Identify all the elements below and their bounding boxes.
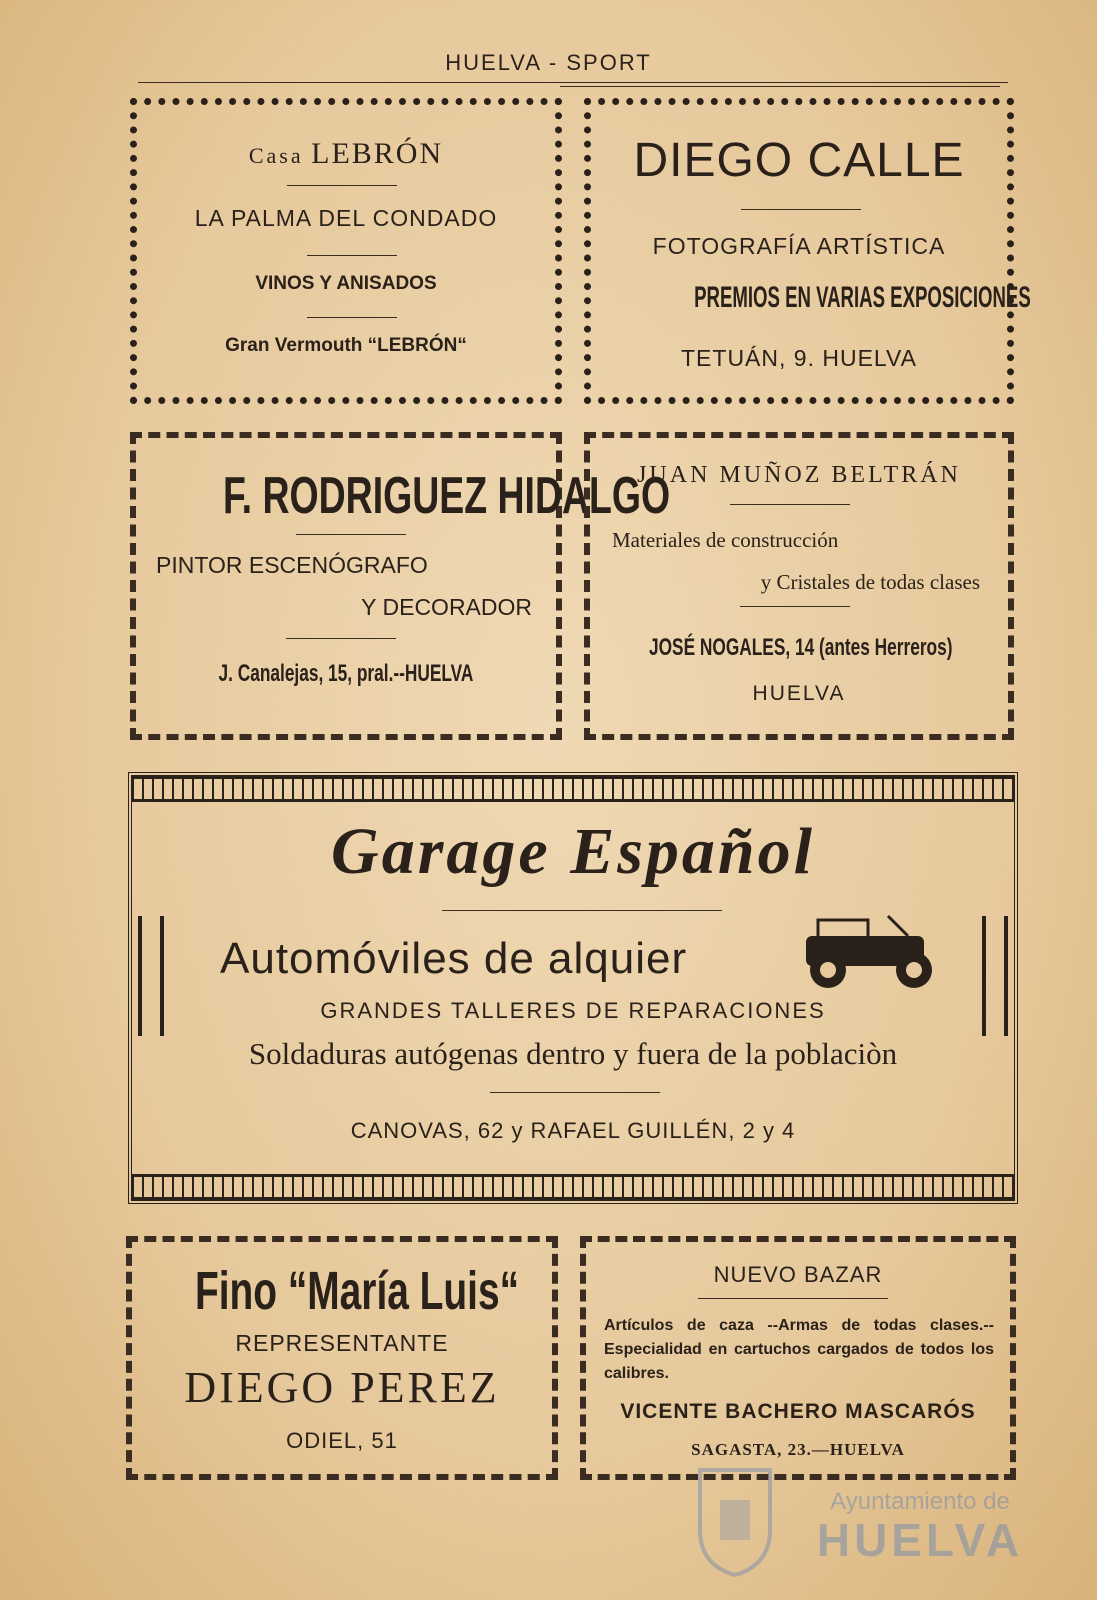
munoz-address: JOSÉ NOGALES, 14 (antes Herreros) bbox=[649, 634, 953, 661]
lebron-name bbox=[137, 137, 555, 171]
watermark bbox=[800, 1488, 1040, 1564]
bazar-title: NUEVO BAZAR bbox=[713, 1262, 883, 1287]
lebron-vermouth: Gran Vermouth “LEBRÓN“ bbox=[225, 335, 467, 356]
divider bbox=[730, 504, 850, 505]
rodriguez-address: J. Canalejas, 15, pral.--HUELVA bbox=[218, 660, 474, 687]
munoz-address-wrap bbox=[590, 634, 1008, 662]
calle-awards: PREMIOS EN VARIAS EXPOSICIONES bbox=[694, 281, 1031, 314]
rodriguez-name-wrap bbox=[136, 466, 671, 526]
lebron-name-big: LEBRÓN bbox=[311, 137, 444, 170]
divider bbox=[698, 1298, 888, 1299]
lebron-town: LA PALMA DEL CONDADO bbox=[194, 205, 498, 231]
rodriguez-role2: Y DECORADOR bbox=[361, 594, 532, 620]
munoz-name: JUAN MUÑOZ BELTRÁN bbox=[637, 462, 961, 488]
divider bbox=[287, 185, 397, 186]
ornament-top bbox=[132, 776, 1014, 802]
lebron-products: VINOS Y ANISADOS bbox=[255, 273, 437, 294]
divider bbox=[490, 1092, 660, 1093]
calle-service: FOTOGRAFÍA ARTÍSTICA bbox=[652, 233, 946, 259]
calle-name: DIEGO CALLE bbox=[633, 134, 965, 187]
divider bbox=[741, 209, 861, 210]
rodriguez-role1: PINTOR ESCENÓGRAFO bbox=[156, 552, 428, 578]
header-rule-secondary bbox=[560, 86, 1000, 87]
bazar-desc: Artículos de caza --Armas de todas clases.--Especialidad en cartuchos cargados de todos los calibres. bbox=[604, 1317, 994, 1382]
header-rule bbox=[138, 82, 1008, 83]
page-title: HUELVA - SPORT bbox=[445, 50, 652, 75]
munoz-city: HUELVA bbox=[752, 682, 846, 705]
rodriguez-address-wrap bbox=[136, 660, 556, 688]
divider bbox=[296, 534, 406, 535]
divider bbox=[442, 910, 722, 911]
divider bbox=[740, 606, 850, 607]
watermark-line1: Ayuntamiento de bbox=[830, 1488, 1010, 1515]
calle-awards-wrap bbox=[591, 281, 1031, 315]
fino-address: ODIEL, 51 bbox=[286, 1428, 398, 1453]
ad-fino-maria-luisa bbox=[126, 1236, 558, 1480]
ad-garage-espanol bbox=[128, 772, 1018, 1204]
city-seal-icon bbox=[690, 1460, 780, 1580]
munoz-line2: y Cristales de todas clases bbox=[760, 570, 980, 594]
munoz-line1: Materiales de construcción bbox=[612, 528, 839, 552]
ad-diego-calle bbox=[584, 98, 1031, 404]
garage-address: CANOVAS, 62 y RAFAEL GUILLÉN, 2 y 4 bbox=[350, 1118, 796, 1143]
ad-nuevo-bazar bbox=[580, 1236, 1016, 1480]
fino-brand: Fino “María Luis“ bbox=[195, 1261, 520, 1321]
lebron-name-small: Casa bbox=[248, 143, 304, 168]
ad-casa-lebron bbox=[130, 98, 562, 404]
divider bbox=[307, 255, 397, 256]
garage-subtitle: Automóviles de alquier bbox=[220, 934, 688, 983]
divider bbox=[286, 638, 396, 639]
calle-address: TETUÁN, 9. HUELVA bbox=[681, 345, 917, 371]
rodriguez-name: F. RODRIGUEZ HIDALGO bbox=[222, 467, 671, 525]
car-icon bbox=[788, 912, 948, 992]
bazar-owner: VICENTE BACHERO MASCARÓS bbox=[620, 1400, 976, 1423]
fino-role: REPRESENTANTE bbox=[235, 1330, 449, 1356]
ornament-bottom bbox=[132, 1174, 1014, 1200]
fino-name: DIEGO PEREZ bbox=[184, 1363, 500, 1412]
ad-rodriguez-hidalgo bbox=[130, 432, 671, 740]
fino-brand-wrap bbox=[132, 1260, 552, 1322]
watermark-line2: HUELVA bbox=[816, 1514, 1024, 1566]
divider bbox=[307, 317, 397, 318]
bazar-address: SAGASTA, 23.—HUELVA bbox=[691, 1440, 905, 1459]
ad-munoz-beltran bbox=[584, 432, 1014, 740]
garage-workshops: GRANDES TALLERES DE REPARACIONES bbox=[320, 998, 826, 1023]
garage-title: Garage Español bbox=[331, 815, 815, 888]
garage-welding: Soldaduras autógenas dentro y fuera de la poblaciòn bbox=[248, 1036, 898, 1071]
